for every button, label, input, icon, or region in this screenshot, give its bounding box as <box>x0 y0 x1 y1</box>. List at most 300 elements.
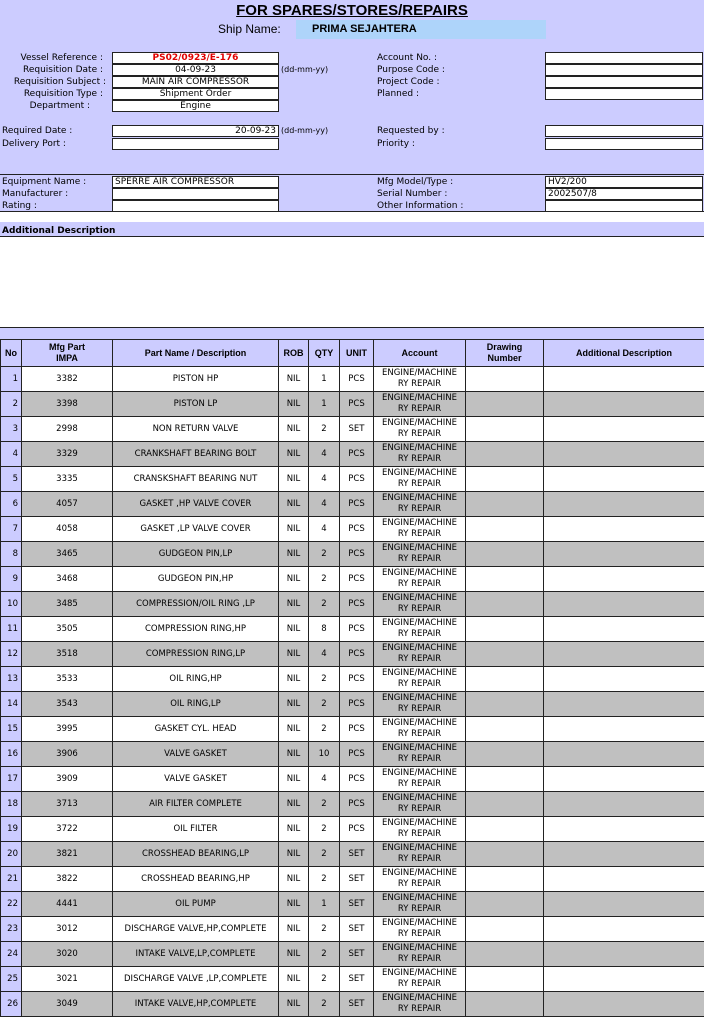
mfg-part-cell[interactable]: 3468 <box>22 567 113 592</box>
rob-cell[interactable]: NIL <box>279 917 309 942</box>
account-line1: ENGINE/MACHINE <box>382 593 457 603</box>
rob-cell[interactable]: NIL <box>279 892 309 917</box>
row-number[interactable]: 25 <box>1 967 22 992</box>
table-row[interactable] <box>1 842 704 867</box>
part-name-cell[interactable]: PISTON LP <box>113 392 279 417</box>
account-line1: ENGINE/MACHINE <box>382 893 457 903</box>
requested-by-field[interactable] <box>545 125 703 137</box>
qty-cell[interactable]: 2 <box>309 417 340 442</box>
rob-cell[interactable]: NIL <box>279 742 309 767</box>
mfg-part-cell[interactable]: 4057 <box>22 492 113 517</box>
mfg-part-cell[interactable]: 3543 <box>22 692 113 717</box>
account-cell[interactable] <box>374 917 466 942</box>
col-no-header: No <box>1 340 22 367</box>
mfg-part-cell[interactable]: 3518 <box>22 642 113 667</box>
row-number[interactable]: 6 <box>1 492 22 517</box>
part-name-cell[interactable]: VALVE GASKET <box>113 767 279 792</box>
drawing-number-cell[interactable] <box>466 842 544 867</box>
part-name-cell[interactable]: NON RETURN VALVE <box>113 417 279 442</box>
unit-cell[interactable]: SET <box>340 892 374 917</box>
manufacturer-field[interactable] <box>112 188 279 200</box>
part-name-cell[interactable]: INTAKE VALVE,LP,COMPLETE <box>113 942 279 967</box>
rating-field[interactable] <box>112 200 279 212</box>
drawing-number-cell[interactable] <box>466 642 544 667</box>
row-number[interactable]: 5 <box>1 467 22 492</box>
additional-description-cell[interactable] <box>544 592 704 617</box>
rob-cell[interactable]: NIL <box>279 967 309 992</box>
table-row[interactable] <box>1 692 704 717</box>
drawing-number-cell[interactable] <box>466 392 544 417</box>
account-cell[interactable] <box>374 617 466 642</box>
account-cell[interactable] <box>374 642 466 667</box>
unit-cell[interactable]: SET <box>340 417 374 442</box>
mfg-part-cell[interactable]: 3909 <box>22 767 113 792</box>
unit-cell[interactable]: PCS <box>340 667 374 692</box>
table-row[interactable] <box>1 892 704 917</box>
account-cell[interactable] <box>374 892 466 917</box>
unit-cell[interactable]: SET <box>340 867 374 892</box>
table-row[interactable] <box>1 942 704 967</box>
account-cell[interactable] <box>374 792 466 817</box>
table-header-row <box>1 340 704 367</box>
drawing-number-cell[interactable] <box>466 517 544 542</box>
drawing-number-cell[interactable] <box>466 917 544 942</box>
drawing-number-cell[interactable] <box>466 367 544 392</box>
table-row[interactable] <box>1 592 704 617</box>
mfg-part-cell[interactable]: 3533 <box>22 667 113 692</box>
mfg-part-cell[interactable]: 3505 <box>22 617 113 642</box>
purpose-code-field[interactable] <box>545 64 703 76</box>
equipment-name-field[interactable]: SPERRE AIR COMPRESSOR <box>112 176 279 188</box>
drawing-number-cell[interactable] <box>466 817 544 842</box>
drawing-number-cell[interactable] <box>466 567 544 592</box>
row-number[interactable]: 2 <box>1 392 22 417</box>
department-label: Department : <box>29 101 90 111</box>
rob-cell[interactable]: NIL <box>279 567 309 592</box>
drawing-number-cell[interactable] <box>466 742 544 767</box>
drawing-number-cell[interactable] <box>466 767 544 792</box>
table-row[interactable] <box>1 717 704 742</box>
additional-description-cell[interactable] <box>544 367 704 392</box>
unit-cell[interactable]: PCS <box>340 717 374 742</box>
drawing-number-cell[interactable] <box>466 942 544 967</box>
other-info-field[interactable] <box>545 200 703 212</box>
mfg-model-field[interactable]: HV2/200 <box>545 176 703 188</box>
mfg-part-cell[interactable]: 3821 <box>22 842 113 867</box>
drawing-number-cell[interactable] <box>466 867 544 892</box>
table-row[interactable] <box>1 442 704 467</box>
mfg-part-cell[interactable]: 3012 <box>22 917 113 942</box>
account-cell[interactable] <box>374 942 466 967</box>
drawing-number-cell[interactable] <box>466 467 544 492</box>
table-row[interactable] <box>1 667 704 692</box>
account-cell[interactable] <box>374 742 466 767</box>
account-cell[interactable] <box>374 417 466 442</box>
qty-cell[interactable]: 4 <box>309 767 340 792</box>
drawing-number-cell[interactable] <box>466 492 544 517</box>
qty-cell[interactable]: 2 <box>309 717 340 742</box>
rob-cell[interactable]: NIL <box>279 992 309 1017</box>
account-cell[interactable] <box>374 767 466 792</box>
drawing-number-cell[interactable] <box>466 992 544 1017</box>
rob-cell[interactable]: NIL <box>279 467 309 492</box>
mfg-part-cell[interactable]: 3049 <box>22 992 113 1017</box>
drawing-number-cell[interactable] <box>466 792 544 817</box>
row-number[interactable]: 26 <box>1 992 22 1017</box>
mfg-part-cell[interactable]: 3485 <box>22 592 113 617</box>
col-account-header: Account <box>374 340 466 367</box>
qty-cell[interactable]: 10 <box>309 742 340 767</box>
account-line2: RY REPAIR <box>397 654 442 664</box>
row-number[interactable]: 19 <box>1 817 22 842</box>
rob-cell[interactable]: NIL <box>279 417 309 442</box>
priority-field[interactable] <box>545 138 703 150</box>
rob-cell[interactable]: NIL <box>279 517 309 542</box>
rob-cell[interactable]: NIL <box>279 542 309 567</box>
account-cell[interactable] <box>374 992 466 1017</box>
qty-cell[interactable]: 2 <box>309 592 340 617</box>
rob-cell[interactable]: NIL <box>279 592 309 617</box>
ship-name-value[interactable]: PRIMA SEJAHTERA <box>296 20 546 39</box>
table-row[interactable] <box>1 917 704 942</box>
rob-cell[interactable]: NIL <box>279 442 309 467</box>
drawing-number-cell[interactable] <box>466 717 544 742</box>
part-name-cell[interactable]: DISCHARGE VALVE,HP,COMPLETE <box>113 917 279 942</box>
account-cell[interactable] <box>374 442 466 467</box>
unit-cell[interactable]: SET <box>340 917 374 942</box>
additional-description-cell[interactable] <box>544 617 704 642</box>
additional-description-cell[interactable] <box>544 992 704 1017</box>
row-number[interactable]: 15 <box>1 717 22 742</box>
row-number[interactable]: 4 <box>1 442 22 467</box>
req-subject-field[interactable]: MAIN AIR COMPRESSOR <box>112 76 279 88</box>
additional-description-cell[interactable] <box>544 492 704 517</box>
additional-description-cell[interactable] <box>544 892 704 917</box>
required-date-field[interactable]: 20-09-23 <box>112 125 279 137</box>
req-type-field[interactable]: Shipment Order <box>112 88 279 100</box>
drawing-number-cell[interactable] <box>466 542 544 567</box>
qty-cell[interactable]: 1 <box>309 892 340 917</box>
unit-cell[interactable]: SET <box>340 992 374 1017</box>
qty-cell[interactable]: 2 <box>309 992 340 1017</box>
account-line1: ENGINE/MACHINE <box>382 643 457 653</box>
qty-cell[interactable]: 2 <box>309 842 340 867</box>
additional-description-cell[interactable] <box>544 717 704 742</box>
mfg-part-cell[interactable]: 3329 <box>22 442 113 467</box>
row-number[interactable]: 17 <box>1 767 22 792</box>
unit-cell[interactable]: PCS <box>340 692 374 717</box>
account-cell[interactable] <box>374 817 466 842</box>
table-row[interactable] <box>1 367 704 392</box>
qty-cell[interactable]: 2 <box>309 792 340 817</box>
row-number[interactable]: 1 <box>1 367 22 392</box>
table-row[interactable] <box>1 967 704 992</box>
row-number[interactable]: 24 <box>1 942 22 967</box>
rob-cell[interactable]: NIL <box>279 792 309 817</box>
row-number[interactable]: 7 <box>1 517 22 542</box>
qty-cell[interactable]: 4 <box>309 642 340 667</box>
rob-cell[interactable]: NIL <box>279 392 309 417</box>
table-row[interactable] <box>1 417 704 442</box>
part-name-cell[interactable]: VALVE GASKET <box>113 742 279 767</box>
account-cell[interactable] <box>374 392 466 417</box>
additional-description-cell[interactable] <box>544 517 704 542</box>
drawing-number-cell[interactable] <box>466 667 544 692</box>
row-number[interactable]: 9 <box>1 567 22 592</box>
drawing-number-cell[interactable] <box>466 617 544 642</box>
unit-cell[interactable]: PCS <box>340 642 374 667</box>
account-line2: RY REPAIR <box>397 479 442 489</box>
mfg-part-cell[interactable]: 3335 <box>22 467 113 492</box>
rob-cell[interactable]: NIL <box>279 717 309 742</box>
mfg-part-cell[interactable]: 4441 <box>22 892 113 917</box>
unit-cell[interactable]: PCS <box>340 567 374 592</box>
table-row[interactable] <box>1 467 704 492</box>
table-row[interactable] <box>1 617 704 642</box>
additional-description-cell[interactable] <box>544 867 704 892</box>
account-line1: ENGINE/MACHINE <box>382 718 457 728</box>
row-number[interactable]: 14 <box>1 692 22 717</box>
unit-cell[interactable]: PCS <box>340 392 374 417</box>
row-number[interactable]: 3 <box>1 417 22 442</box>
rob-cell[interactable]: NIL <box>279 942 309 967</box>
account-cell[interactable] <box>374 467 466 492</box>
row-number[interactable]: 12 <box>1 642 22 667</box>
part-name-cell[interactable]: COMPRESSION RING,HP <box>113 617 279 642</box>
account-line1: ENGINE/MACHINE <box>382 493 457 503</box>
table-row[interactable] <box>1 792 704 817</box>
additional-description-cell[interactable] <box>544 967 704 992</box>
serial-number-field[interactable]: 2002507/8 <box>545 188 703 200</box>
part-name-cell[interactable]: CRANKSHAFT BEARING BOLT <box>113 442 279 467</box>
rob-cell[interactable]: NIL <box>279 767 309 792</box>
additional-description-cell[interactable] <box>544 667 704 692</box>
table-row[interactable] <box>1 517 704 542</box>
row-number[interactable]: 23 <box>1 917 22 942</box>
drawing-number-cell[interactable] <box>466 967 544 992</box>
additional-description-cell[interactable] <box>544 942 704 967</box>
mfg-part-cell[interactable]: 3906 <box>22 742 113 767</box>
table-row[interactable] <box>1 867 704 892</box>
mfg-part-cell[interactable]: 3822 <box>22 867 113 892</box>
account-cell[interactable] <box>374 542 466 567</box>
part-name-cell[interactable]: AIR FILTER COMPLETE <box>113 792 279 817</box>
qty-cell[interactable]: 2 <box>309 667 340 692</box>
drawing-number-cell[interactable] <box>466 692 544 717</box>
table-row[interactable] <box>1 742 704 767</box>
additional-description-cell[interactable] <box>544 392 704 417</box>
delivery-port-label: Delivery Port : <box>2 139 66 149</box>
qty-cell[interactable]: 2 <box>309 692 340 717</box>
rob-cell[interactable]: NIL <box>279 867 309 892</box>
unit-cell[interactable]: PCS <box>340 617 374 642</box>
unit-cell[interactable]: PCS <box>340 492 374 517</box>
mfg-part-cell[interactable]: 3382 <box>22 367 113 392</box>
part-name-cell[interactable]: GASKET ,LP VALVE COVER <box>113 517 279 542</box>
vessel-ref-field[interactable]: PS02/0923/E-176 <box>112 52 279 64</box>
table-row[interactable] <box>1 642 704 667</box>
table-row[interactable] <box>1 542 704 567</box>
row-number[interactable]: 22 <box>1 892 22 917</box>
unit-cell[interactable]: SET <box>340 842 374 867</box>
qty-cell[interactable]: 4 <box>309 517 340 542</box>
row-number[interactable]: 13 <box>1 667 22 692</box>
qty-cell[interactable]: 8 <box>309 617 340 642</box>
part-name-cell[interactable]: DISCHARGE VALVE ,LP,COMPLETE <box>113 967 279 992</box>
project-code-field[interactable] <box>545 76 703 88</box>
additional-description-cell[interactable] <box>544 417 704 442</box>
mfg-part-cell[interactable]: 3021 <box>22 967 113 992</box>
unit-cell[interactable]: SET <box>340 942 374 967</box>
account-line2: RY REPAIR <box>397 629 442 639</box>
part-name-cell[interactable]: GASKET ,HP VALVE COVER <box>113 492 279 517</box>
part-name-cell[interactable]: GASKET CYL. HEAD <box>113 717 279 742</box>
account-cell[interactable] <box>374 592 466 617</box>
account-cell[interactable] <box>374 692 466 717</box>
part-name-cell[interactable]: COMPRESSION RING,LP <box>113 642 279 667</box>
qty-cell[interactable]: 1 <box>309 367 340 392</box>
part-name-cell[interactable]: CRANSKSHAFT BEARING NUT <box>113 467 279 492</box>
unit-cell[interactable]: PCS <box>340 817 374 842</box>
part-name-cell[interactable]: CROSSHEAD BEARING,HP <box>113 867 279 892</box>
qty-cell[interactable]: 2 <box>309 817 340 842</box>
additional-description-cell[interactable] <box>544 917 704 942</box>
account-cell[interactable] <box>374 367 466 392</box>
qty-cell[interactable]: 4 <box>309 492 340 517</box>
account-cell[interactable] <box>374 567 466 592</box>
row-number[interactable]: 8 <box>1 542 22 567</box>
mfg-part-cell[interactable]: 3995 <box>22 717 113 742</box>
part-name-cell[interactable]: GUDGEON PIN,HP <box>113 567 279 592</box>
qty-cell[interactable]: 2 <box>309 967 340 992</box>
col-unit-header: UNIT <box>340 340 374 367</box>
additional-description-cell[interactable] <box>544 642 704 667</box>
account-cell[interactable] <box>374 867 466 892</box>
mfg-part-cell[interactable]: 3465 <box>22 542 113 567</box>
part-name-cell[interactable]: GUDGEON PIN,LP <box>113 542 279 567</box>
drawing-number-cell[interactable] <box>466 417 544 442</box>
account-cell[interactable] <box>374 492 466 517</box>
rob-cell[interactable]: NIL <box>279 367 309 392</box>
planned-label: Planned : <box>377 89 419 99</box>
part-name-cell[interactable]: INTAKE VALVE,HP,COMPLETE <box>113 992 279 1017</box>
rob-cell[interactable]: NIL <box>279 842 309 867</box>
qty-cell[interactable]: 2 <box>309 542 340 567</box>
rob-cell[interactable]: NIL <box>279 692 309 717</box>
unit-cell[interactable]: PCS <box>340 792 374 817</box>
account-cell[interactable] <box>374 967 466 992</box>
unit-cell[interactable]: PCS <box>340 367 374 392</box>
planned-field[interactable] <box>545 88 703 100</box>
row-number[interactable]: 16 <box>1 742 22 767</box>
mfg-part-cell[interactable]: 3713 <box>22 792 113 817</box>
table-row[interactable] <box>1 392 704 417</box>
part-name-cell[interactable]: CROSSHEAD BEARING,LP <box>113 842 279 867</box>
unit-cell[interactable]: PCS <box>340 767 374 792</box>
additional-description-cell[interactable] <box>544 792 704 817</box>
row-number[interactable]: 21 <box>1 867 22 892</box>
mfg-part-cell[interactable]: 3398 <box>22 392 113 417</box>
unit-cell[interactable]: PCS <box>340 592 374 617</box>
rob-cell[interactable]: NIL <box>279 642 309 667</box>
table-row[interactable] <box>1 992 704 1017</box>
additional-description-cell[interactable] <box>544 767 704 792</box>
mfg-part-cell[interactable]: 2998 <box>22 417 113 442</box>
additional-description-box[interactable] <box>0 236 704 328</box>
unit-cell[interactable]: PCS <box>340 742 374 767</box>
part-name-cell[interactable]: OIL FILTER <box>113 817 279 842</box>
table-row[interactable] <box>1 567 704 592</box>
qty-cell[interactable]: 2 <box>309 942 340 967</box>
additional-description-cell[interactable] <box>544 742 704 767</box>
part-name-cell[interactable]: COMPRESSION/OIL RING ,LP <box>113 592 279 617</box>
account-cell[interactable] <box>374 717 466 742</box>
delivery-port-field[interactable] <box>112 138 279 150</box>
part-name-cell[interactable]: OIL RING,HP <box>113 667 279 692</box>
drawing-number-cell[interactable] <box>466 592 544 617</box>
mfg-part-cell[interactable]: 3722 <box>22 817 113 842</box>
part-name-cell[interactable]: OIL RING,LP <box>113 692 279 717</box>
unit-cell[interactable]: SET <box>340 967 374 992</box>
rob-cell[interactable]: NIL <box>279 667 309 692</box>
account-no-field[interactable] <box>545 52 703 64</box>
account-cell[interactable] <box>374 667 466 692</box>
mfg-part-cell[interactable]: 4058 <box>22 517 113 542</box>
additional-description-cell[interactable] <box>544 842 704 867</box>
table-row[interactable] <box>1 492 704 517</box>
qty-cell[interactable]: 1 <box>309 392 340 417</box>
table-row[interactable] <box>1 817 704 842</box>
qty-cell[interactable]: 4 <box>309 442 340 467</box>
additional-description-cell[interactable] <box>544 567 704 592</box>
col-rob-header: ROB <box>279 340 309 367</box>
required-date-format: (dd-mm-yy) <box>281 126 329 135</box>
account-line2: RY REPAIR <box>397 704 442 714</box>
table-row[interactable] <box>1 767 704 792</box>
additional-description-cell[interactable] <box>544 542 704 567</box>
part-name-cell[interactable]: PISTON HP <box>113 367 279 392</box>
row-number[interactable]: 11 <box>1 617 22 642</box>
qty-cell[interactable]: 2 <box>309 867 340 892</box>
rob-cell[interactable]: NIL <box>279 492 309 517</box>
col-mfg-header <box>22 340 113 367</box>
unit-cell[interactable]: PCS <box>340 467 374 492</box>
rob-cell[interactable]: NIL <box>279 617 309 642</box>
account-cell[interactable] <box>374 517 466 542</box>
drawing-number-cell[interactable] <box>466 442 544 467</box>
additional-description-cell[interactable] <box>544 817 704 842</box>
req-date-field[interactable]: 04-09-23 <box>112 64 279 76</box>
qty-cell[interactable]: 2 <box>309 567 340 592</box>
qty-cell[interactable]: 4 <box>309 467 340 492</box>
unit-cell[interactable]: PCS <box>340 542 374 567</box>
row-number[interactable]: 10 <box>1 592 22 617</box>
unit-cell[interactable]: PCS <box>340 442 374 467</box>
unit-cell[interactable]: PCS <box>340 517 374 542</box>
row-number[interactable]: 20 <box>1 842 22 867</box>
row-number[interactable]: 18 <box>1 792 22 817</box>
part-name-cell[interactable]: OIL PUMP <box>113 892 279 917</box>
rob-cell[interactable]: NIL <box>279 817 309 842</box>
account-cell[interactable] <box>374 842 466 867</box>
drawing-number-cell[interactable] <box>466 892 544 917</box>
qty-cell[interactable]: 2 <box>309 917 340 942</box>
mfg-part-cell[interactable]: 3020 <box>22 942 113 967</box>
additional-description-cell[interactable] <box>544 442 704 467</box>
additional-description-cell[interactable] <box>544 467 704 492</box>
additional-description-cell[interactable] <box>544 692 704 717</box>
department-field[interactable]: Engine <box>112 100 279 112</box>
